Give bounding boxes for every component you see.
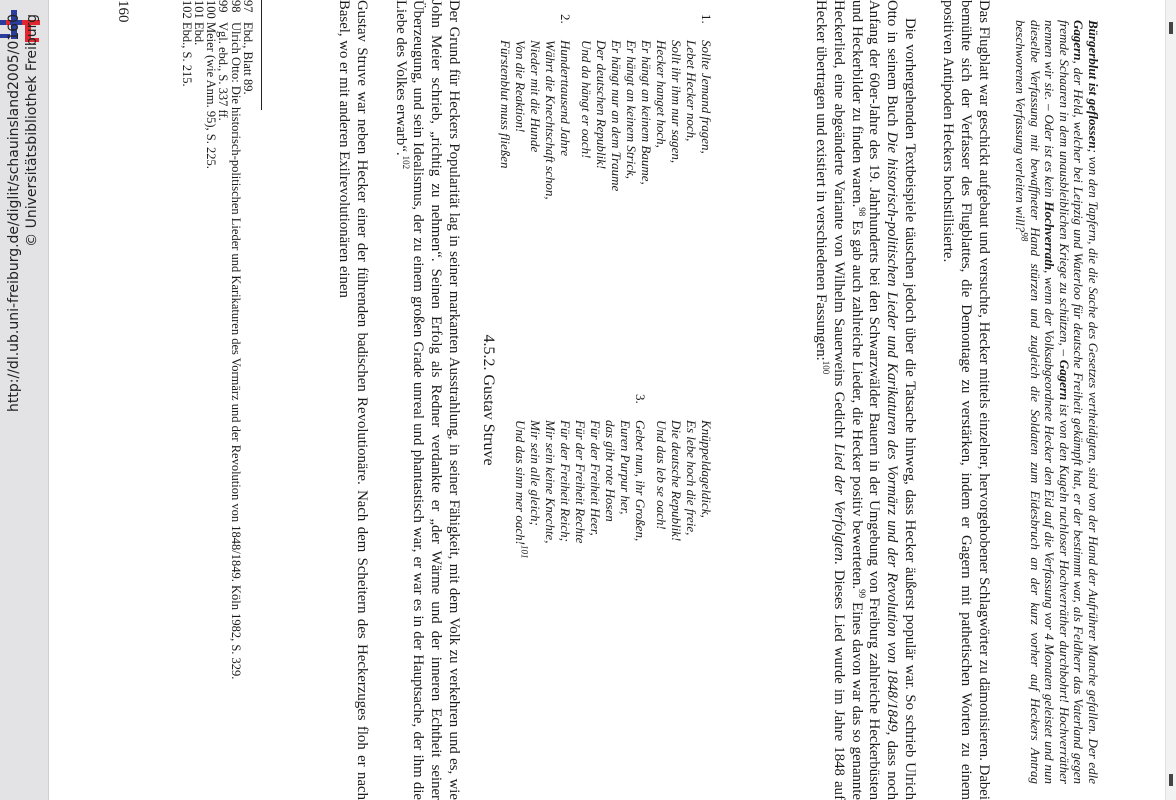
stanza-number: 1. bbox=[699, 14, 714, 24]
credit-line bbox=[0, 0, 48, 800]
poem-line: Hunderttausend Jahre bbox=[558, 40, 573, 157]
footnote-ref: 98 bbox=[856, 207, 867, 217]
footnote-ref: 99 bbox=[856, 589, 867, 599]
stanza bbox=[498, 14, 573, 200]
footnotes bbox=[180, 0, 254, 800]
poem-line: Hecker hanget hoch, bbox=[654, 40, 669, 148]
footnote: 99Vgl. ebd., S. 337 ff. bbox=[216, 0, 231, 121]
paragraph: Die vorhergehenden Textbeispiele täuschen jedoch über die Tatsache hinweg, dass Hecker äußerst populär war. So schrieb Ulrich Otto in seinem Buch Die historisch-politischen Lieder und Karikaturen des Vormärz und der Revolution von 1848/1849, dass noch Anfang der 60er-Jahre des 19. Jahrhunderts bei den Schwarzwälder Bauern in der Umgebung von Freiburg zahlreiche Heckerbüsten und Heckerbilder zu finden waren.$^{98}$ Es gab auch zahlreiche Lieder, die Hecker positiv bewerteten.$^{99}$ Eines davon war das so genannte Heckerlied, eine abgeänderte Variante von Wilhelm Sauerweins Gedicht Lied der Verfolgten. Dieses Lied wurde im Jahre 1848 auf Hecker übertragen und existiert in verschiedenen Fassungen:$^{100}$ bbox=[813, 0, 918, 800]
copyright-notice: © Universitätsbibliothek Freiburg bbox=[24, 14, 40, 247]
footnote: 98Ulrich Otto: Die historisch-politischen Lieder und Karikaturen des Vormärz und der Revolution von 1848/1849. Köln 1982, S. 329. bbox=[228, 0, 243, 680]
footnote-ref: 98 bbox=[1019, 232, 1030, 242]
poem-line: Gebet nun, ihr Großen, bbox=[633, 420, 648, 542]
stanza-number: 2. bbox=[558, 14, 573, 24]
poem-line: Mir sein keine Knechte, bbox=[543, 420, 558, 544]
poem-line: Für der Freiheit Heer, bbox=[588, 420, 603, 536]
poem-line: Und das leb se oach! bbox=[654, 420, 669, 530]
poem-line: Für der Freiheit Reich; bbox=[558, 420, 573, 542]
footnote-ref: 102 bbox=[400, 155, 411, 170]
poem-line: Sollte Jemand fragen, bbox=[699, 40, 714, 154]
footnote-ref: 101 bbox=[519, 544, 530, 559]
poem-line: Von die Reaktion! bbox=[513, 40, 528, 133]
poem-column bbox=[498, 14, 714, 200]
poem-line: Er hängt nur an dem Traume bbox=[609, 40, 624, 192]
poem-line: Er hängt an keinem Strick, bbox=[624, 40, 639, 179]
footnote: 100Meier (wie Anm. 95), S. 225. bbox=[204, 0, 219, 169]
poem-line: Und das sinn mer oach!$^{101}$ bbox=[513, 420, 530, 559]
poem-line: Es lebe hoch die freie, bbox=[684, 420, 699, 536]
poem-line: Der deutschen Republik! bbox=[594, 40, 609, 170]
source-url[interactable]: http://dl.ub.uni-freiburg.de/diglit/schauinsland2005/0160 bbox=[6, 14, 22, 412]
viewer-sidebar bbox=[0, 0, 49, 800]
poem-line: Nieder mit die Hunde bbox=[528, 40, 543, 153]
stanza bbox=[579, 14, 714, 200]
poem-line: Fürstenblut muss fließen bbox=[498, 40, 513, 169]
poem-line: Euren Purpur her, bbox=[618, 420, 633, 515]
poem-line: Und da hängt er oach! bbox=[579, 40, 594, 159]
stanza bbox=[513, 394, 648, 559]
poem-line: Währt die Knechtschaft schon, bbox=[543, 40, 558, 200]
poem-line: Sollt ihr ihm nur sagen, bbox=[669, 40, 684, 164]
poem-line: Er hängt an keinem Baume, bbox=[639, 40, 654, 185]
scroll-marker bbox=[1169, 774, 1173, 786]
paragraph: Gustav Struve war neben Hecker einer der führenden badischen Revolutionäre. Nach dem Scheitern des Heckerzuges floh er nach Basel, wo er mit anderen Exilrevolutionären einen bbox=[336, 0, 370, 800]
scrollbar[interactable] bbox=[1165, 0, 1176, 800]
section-heading: 4.5.2. Gustav Struve bbox=[480, 334, 497, 466]
paragraph: Der Grund für Heckers Popularität lag in seiner markanten Ausstrahlung, in seiner Fähigkeit, mit dem Volk zu verkehren und es, wie John Meier schrieb, „richtig zu nehmen“. Seinen Erfolg als Redner verdankte er „der Wärme und der inneren Echtheit seiner Überzeugung, und sein Idealismus, der zu einem großen Grade unreal und phantastisch war, er war es in der Hauptsache, der ihm die Liebe des Volkes erwarb“.$^{102}$ bbox=[392, 0, 462, 800]
scroll-marker bbox=[1169, 22, 1173, 34]
page-number: 160 bbox=[115, 0, 131, 23]
footnote: 102Ebd., S. 215. bbox=[179, 0, 194, 87]
footnote: 97Ebd., Blatt 89. bbox=[241, 0, 255, 95]
poem-line: Für der Freiheit Rechte bbox=[573, 420, 588, 544]
paragraph: Das Flugblatt war geschickt aufgebaut und versuchte, Hecker mittels einzelner, hervorgehobener Schlagwörter zu dämonisieren. Dabei bemühte sich der Verfasser des Flugblattes, die Demontage zu verstärken, indem er Gagern mit pathetischen Worten zu einem positiven Antipoden Heckers hochstilisierte. bbox=[940, 0, 992, 800]
poem-line: Mir sein alle gleich; bbox=[528, 420, 543, 526]
stanza-number: 3. bbox=[633, 394, 648, 404]
footnote-divider bbox=[261, 0, 262, 110]
poem-line: Die deutsche Republik! bbox=[669, 420, 684, 542]
poem-column bbox=[513, 394, 714, 559]
quote-block: Bürgerblut ist geflossen; von den Tapfern, die die Sache des Gesetzes vertheidigten, sind von der Hand der Aufrührer Manche gefallen. Der edle Gagern, der Held, welcher bei Leipzig und Waterloo für deutsche Freiheit gekämpft hat, er der bestimmt war, als Feldherr das Vaterland gegen fremde Schaaren in dem unausbleiblichen Kriege zu schützen, – Gagern ist von den Kugeln ruchloser Hochverräther durchbohrt! Hochverräther nennen wir sie. – Oder ist es kein Hochverrath, wenn der Volksabgeordnete Hecker den Eid auf die Verfassung vor 4 Monaten geleistet und nun dieselbe Verfassung mit bewaffneter Hand stürzen und zugleich die Soldaten zum Eidesbruch an der kurz vorher auf Heckers Antrag beschworenen Verfassung verleiten will?$^{98}$ bbox=[1013, 20, 1101, 785]
poem-line: Knüppeldageldick, bbox=[699, 420, 714, 518]
footnote: 101Ebd. bbox=[191, 0, 206, 46]
poem-line: das gibt rote Hosen bbox=[603, 420, 618, 522]
document-page bbox=[100, 0, 1100, 800]
poem-line: Lebet Hecker noch, bbox=[684, 40, 699, 142]
footnote-ref: 100 bbox=[821, 360, 832, 375]
